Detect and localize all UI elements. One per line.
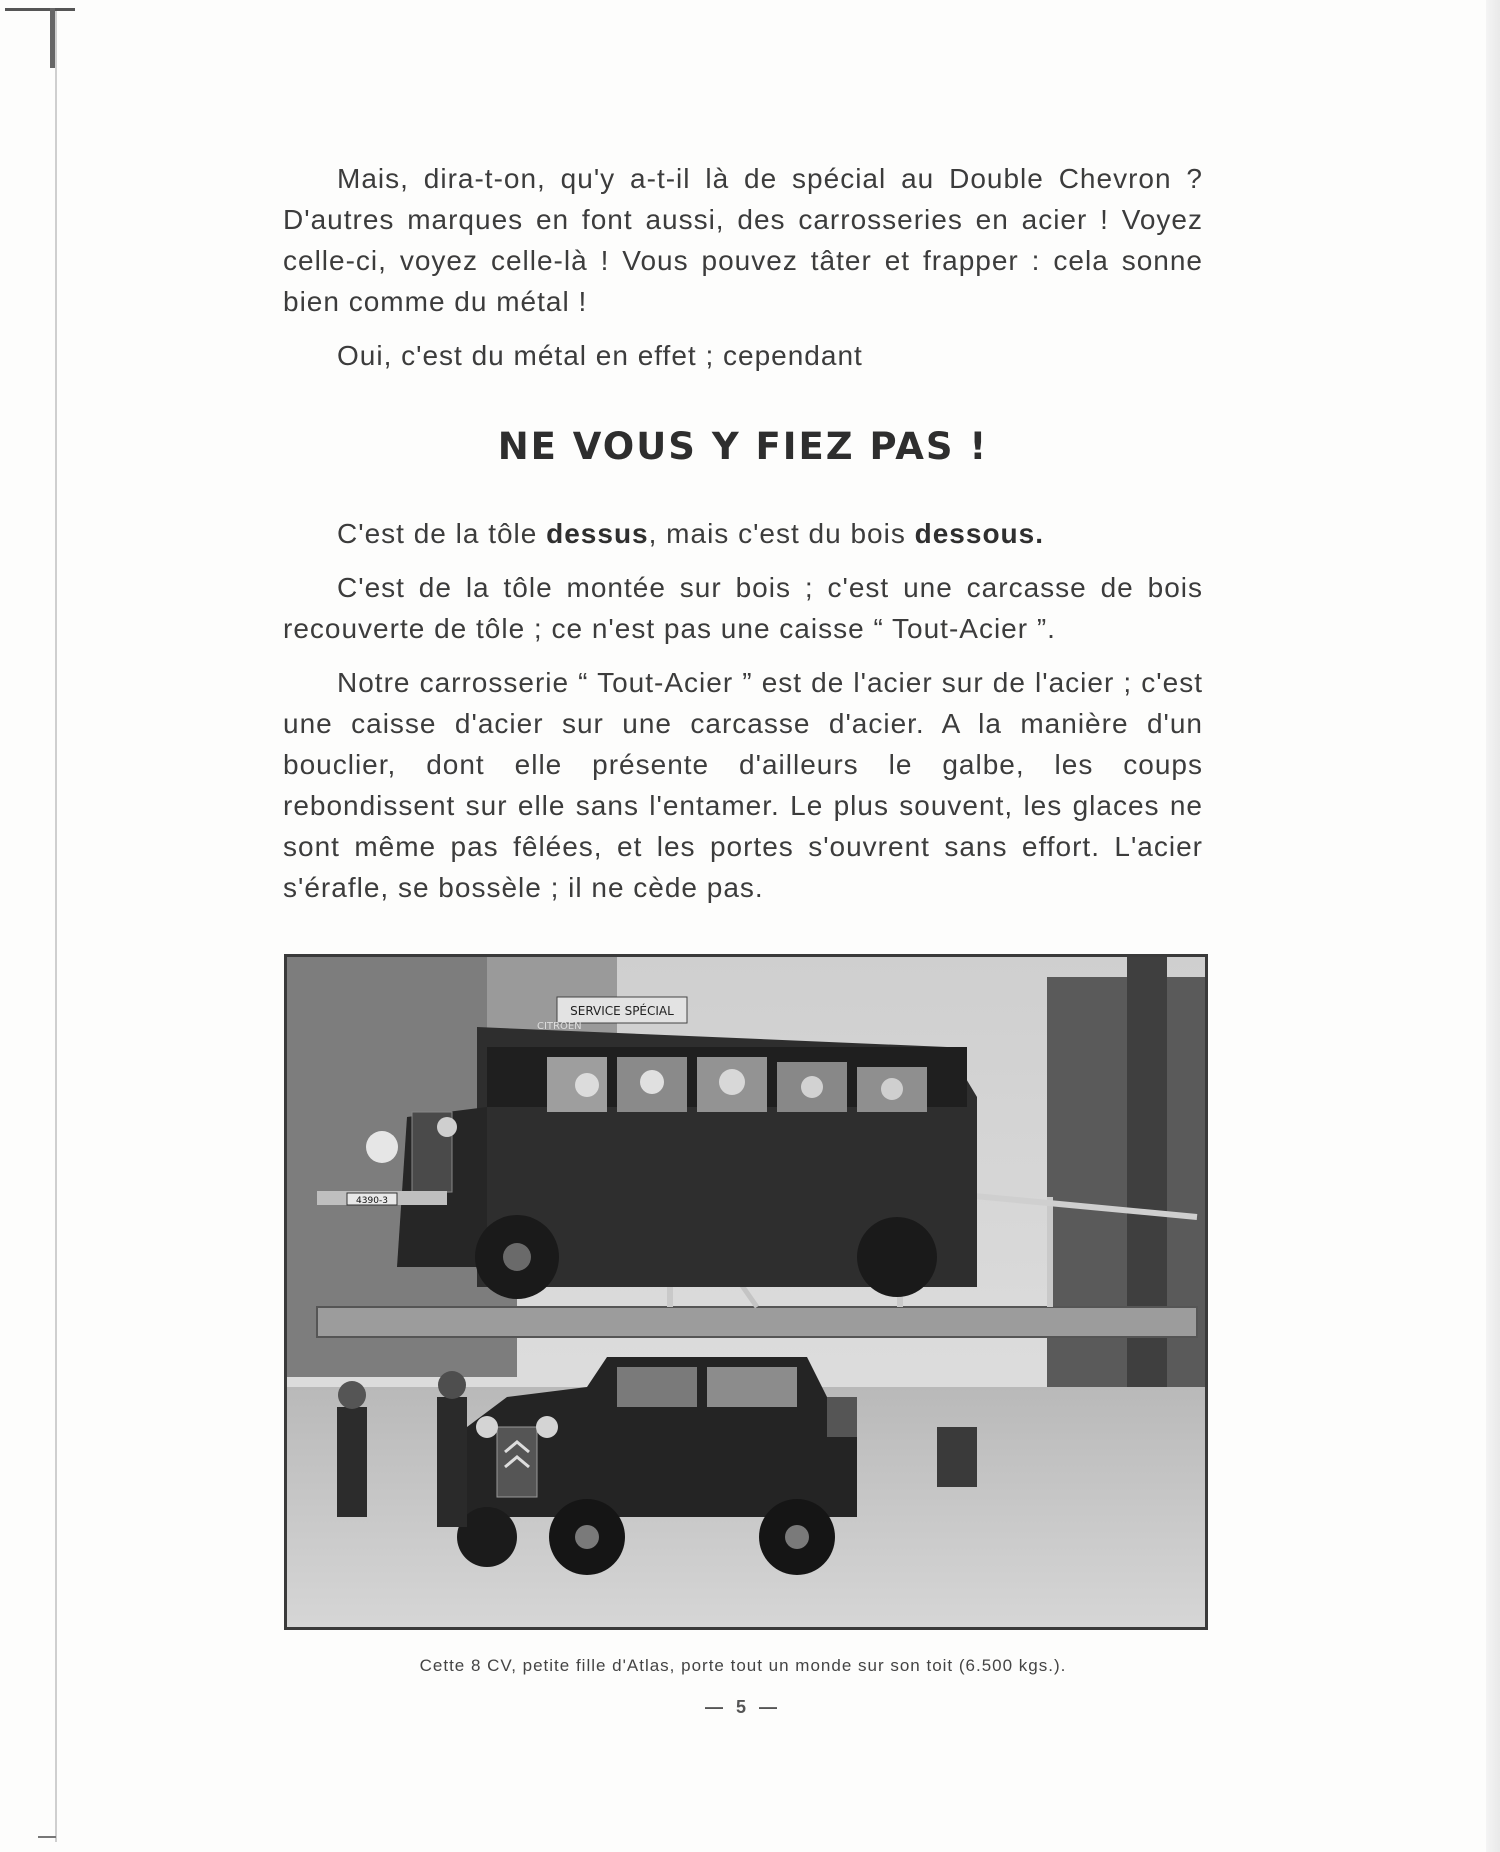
car-hub [785,1525,809,1549]
passenger [719,1069,745,1095]
bystander-head [338,1381,366,1409]
heading-ne-vous-y-fiez-pas: NE VOUS Y FIEZ PAS ! [497,425,989,468]
bus-wheel [857,1217,937,1297]
paragraph-tole-sur-bois: C'est de la tôle montée sur bois ; c'est une carcasse de bois recouverte de tôle ; ce n'est pas une caisse “ Tout-Acier ”. [283,572,1203,644]
page-right-edge [1486,0,1500,1852]
photo-car-carrying-bus [284,954,1208,1630]
binding-edge-line [55,10,57,1842]
passenger [640,1070,664,1094]
car-radiator [497,1427,537,1497]
photo-illustration [287,957,1205,1627]
platform-post [1047,1197,1053,1307]
bold-dessous: dessous. [914,518,1045,549]
paragraph-tout-acier: Notre carrosserie “ Tout-Acier ” est de l'acier sur de l'acier ; c'est une caisse d'acier sur une carcasse d'acier. A la manière d'un bouclier, dont elle présente d'ailleurs le galbe, les coups rebondissent sur elle sans l'entamer. Le plus souvent, les glaces ne sont même pas fêlées, et les portes s'ouvrent sans effort. L'acier s'érafle, se bossèle ; il ne cède pas. [283,667,1203,903]
bus-plate-text: 4390-3 [356,1196,388,1206]
bystander-head [438,1371,466,1399]
bold-dessus: dessus [546,518,649,549]
car-headlight [536,1416,558,1438]
body-text [283,513,1203,921]
distant-figure [827,1397,857,1437]
car-hub [575,1525,599,1549]
binding-bottom-mark [38,1836,56,1838]
bus-brand-text: CITROËN [537,1021,582,1032]
intro-text [283,158,1203,389]
driver-figure [366,1131,398,1163]
car-headlight [476,1416,498,1438]
bystander-crouching [937,1427,977,1487]
binding-top-stem [50,8,55,68]
passenger [801,1076,823,1098]
bystander [337,1407,367,1517]
text-segment: C'est de la tôle [337,518,547,549]
service-sign-text: SERVICE SPÉCIAL [570,1004,674,1018]
car-window [707,1367,797,1407]
paragraph-cependant: Oui, c'est du métal en effet ; cependant [337,340,863,371]
passenger [575,1073,599,1097]
car-window [617,1367,697,1407]
page-number: — 5 — [704,1697,781,1717]
photo-caption: Cette 8 CV, petite fille d'Atlas, porte tout un monde sur son toit (6.500 kgs.). [419,1656,1067,1675]
paragraph-double-chevron: Mais, dira-t-on, qu'y a-t-il là de spécial au Double Chevron ? D'autres marques en font aussi, des carrosseries en acier ! Voyez celle-ci, voyez celle-là ! Vous pouvez tâter et frapper : cela sonne bien comme du métal ! [283,163,1203,317]
paragraph-dessus-dessous [283,513,1203,554]
binding-top-mark [5,8,75,11]
bus-hub [503,1243,531,1271]
text-segment: , mais c'est du bois [648,518,915,549]
wooden-platform [317,1307,1197,1337]
bystander [437,1397,467,1527]
passenger [881,1078,903,1100]
bus-headlight [437,1117,457,1137]
